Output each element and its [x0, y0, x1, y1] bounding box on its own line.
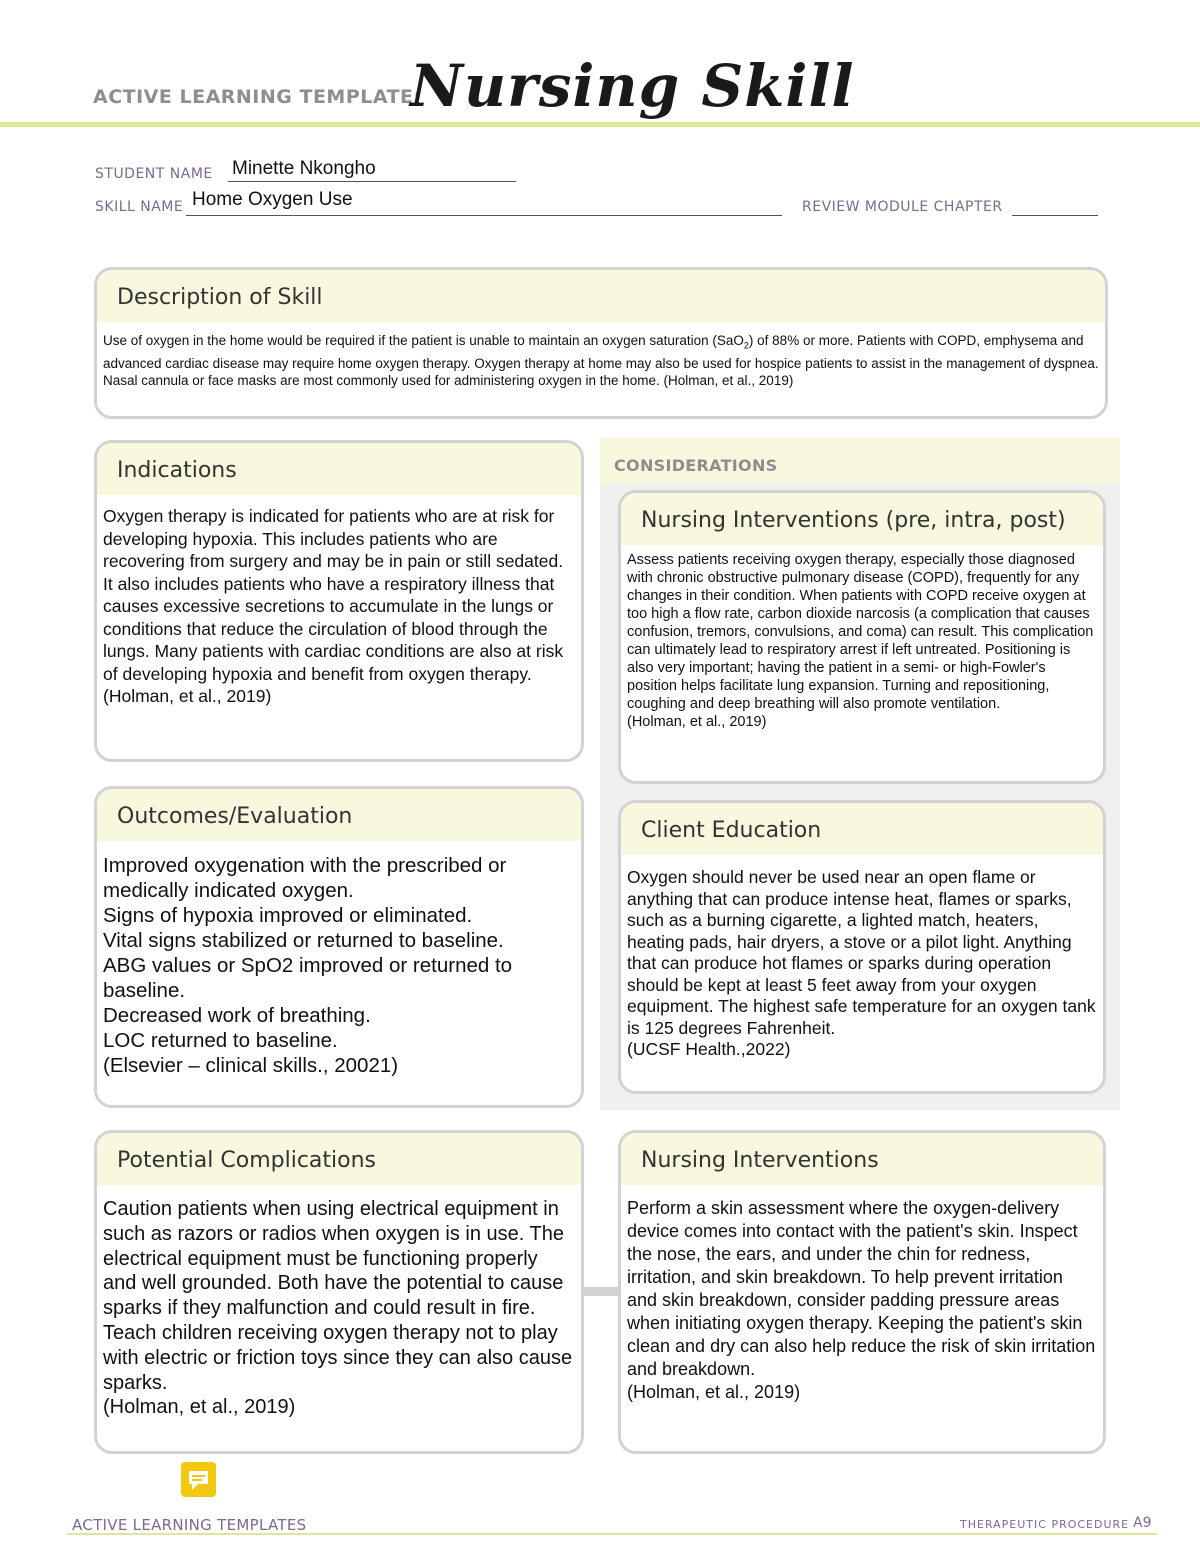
complications-box [94, 1130, 584, 1454]
outcomes-title: Outcomes/Evaluation [97, 789, 581, 841]
box-connector [582, 1287, 622, 1296]
student-name-label: STUDENT NAME [95, 166, 213, 182]
footer-left-label: ACTIVE LEARNING TEMPLATES [72, 1516, 307, 1534]
nursing-interventions-title: Nursing Interventions [621, 1133, 1103, 1185]
description-box [94, 267, 1108, 419]
client-education-box [618, 800, 1106, 1094]
skill-name-label: SKILL NAME [95, 199, 184, 215]
nursing-interventions-box [618, 1130, 1106, 1454]
page-number: A9 [1133, 1515, 1152, 1531]
header-divider [0, 122, 1200, 127]
footer-right-label: THERAPEUTIC PROCEDURE [960, 1518, 1130, 1531]
outcomes-box [94, 786, 584, 1108]
page-title: Nursing Skill [410, 52, 855, 120]
skill-name-value[interactable]: Home Oxygen Use [192, 189, 353, 210]
review-module-chapter-line [1012, 195, 1098, 216]
nursing-interventions-text: Perform a skin assessment where the oxygen-delivery device comes into contact with the patient's skin. Inspect the nose, the ears, and under the chin for redness, irritation, and skin breakdown. To help prevent irritation and skin breakdown, consider padding pressure areas when initiating oxygen therapy. Keeping the patient's skin clean and dry can also help reduce the risk of skin irritation and breakdown. (Holman, et al., 2019) [627, 1198, 1096, 1402]
review-module-chapter-label: REVIEW MODULE CHAPTER [802, 199, 1003, 215]
comment-icon[interactable] [181, 1462, 216, 1497]
description-text [97, 322, 1105, 389]
indications-box [94, 440, 584, 762]
outcomes-text: Improved oxygenation with the prescribed or medically indicated oxygen. Signs of hypoxia improved or eliminated. Vital signs stabilized or returned to baseline. ABG values or SpO2 improved or returned to baseline. Decreased work of breathing. LOC returned to baseline. (Elsevier – clinical skills., 20021) [103, 854, 513, 1077]
nursing-interventions-pip-box [618, 490, 1106, 784]
description-title: Description of Skill [97, 270, 1105, 322]
description-subscript: 2 [743, 340, 749, 351]
client-education-title: Client Education [621, 803, 1103, 855]
considerations-label: CONSIDERATIONS [614, 456, 778, 475]
nursing-interventions-pip-title: Nursing Interventions (pre, intra, post) [621, 493, 1103, 545]
nursing-interventions-pip-text: Assess patients receiving oxygen therapy, especially those diagnosed with chronic obstructive pulmonary disease (COPD), frequently for any changes in their condition. When patients with COPD receive oxygen at too high a flow rate, carbon dioxide narcosis (a complication that causes confusion, tremors, convulsions, and coma) can result. This complication can ultimately lead to respiratory arrest if left untreated. Positioning is also very important; having the patient in a semi- or high-Fowler's position helps facilitate lung expansion. Turning and repositioning, coughing and deep breathing will also promote ventilation. (Holman, et al., 2019) [627, 552, 1094, 730]
template-label: ACTIVE LEARNING TEMPLATE: [93, 86, 422, 108]
description-text-part1: Use of oxygen in the home would be required if the patient is unable to maintain an oxygen saturation (SaO [103, 333, 744, 348]
complications-text: Caution patients when using electrical equipment in such as razors or radios when oxygen is in use. The electrical equipment must be functioning properly and well grounded. Both have the potential to cause sparks if they malfunction and could result in fire. Teach children receiving oxygen therapy not to play with electric or friction toys since they can also cause sparks. (Holman, et al., 2019) [103, 1198, 573, 1419]
student-name-value[interactable]: Minette Nkongho [232, 158, 376, 179]
complications-title: Potential Complications [97, 1133, 581, 1185]
client-education-text: Oxygen should never be used near an open flame or anything that can produce intense heat, flames or sparks, such as a burning cigarette, a lighted match, heaters, heating pads, hair dryers, a stove or a pilot light. Anything that can produce hot flames or sparks during operation should be kept at least 5 feet away from your oxygen equipment. The highest safe temperature for an oxygen tank is 125 degrees Fahrenheit. (UCSF Health.,2022) [627, 867, 1096, 1059]
description-text-part2: ) of 88% or more. Patients with COPD, emphysema and advanced cardiac disease may require home oxygen therapy. Oxygen therapy at home may also be used for hospice patients to assist in the management of dyspnea. Nasal cannula or face masks are most commonly used for administering oxygen in the home. (Holman, et al., 2019) [103, 333, 1099, 388]
indications-text: Oxygen therapy is indicated for patients who are at risk for developing hypoxia. This includes patients who are recovering from surgery and may be in pain or still sedated. It also includes patients who have a respiratory illness that causes excessive secretions to accumulate in the lungs or conditions that reduce the circulation of blood through the lungs. Many patients with cardiac conditions are also at risk of developing hypoxia and benefit from oxygen therapy. (Holman, et al., 2019) [103, 506, 564, 706]
indications-title: Indications [97, 443, 581, 495]
